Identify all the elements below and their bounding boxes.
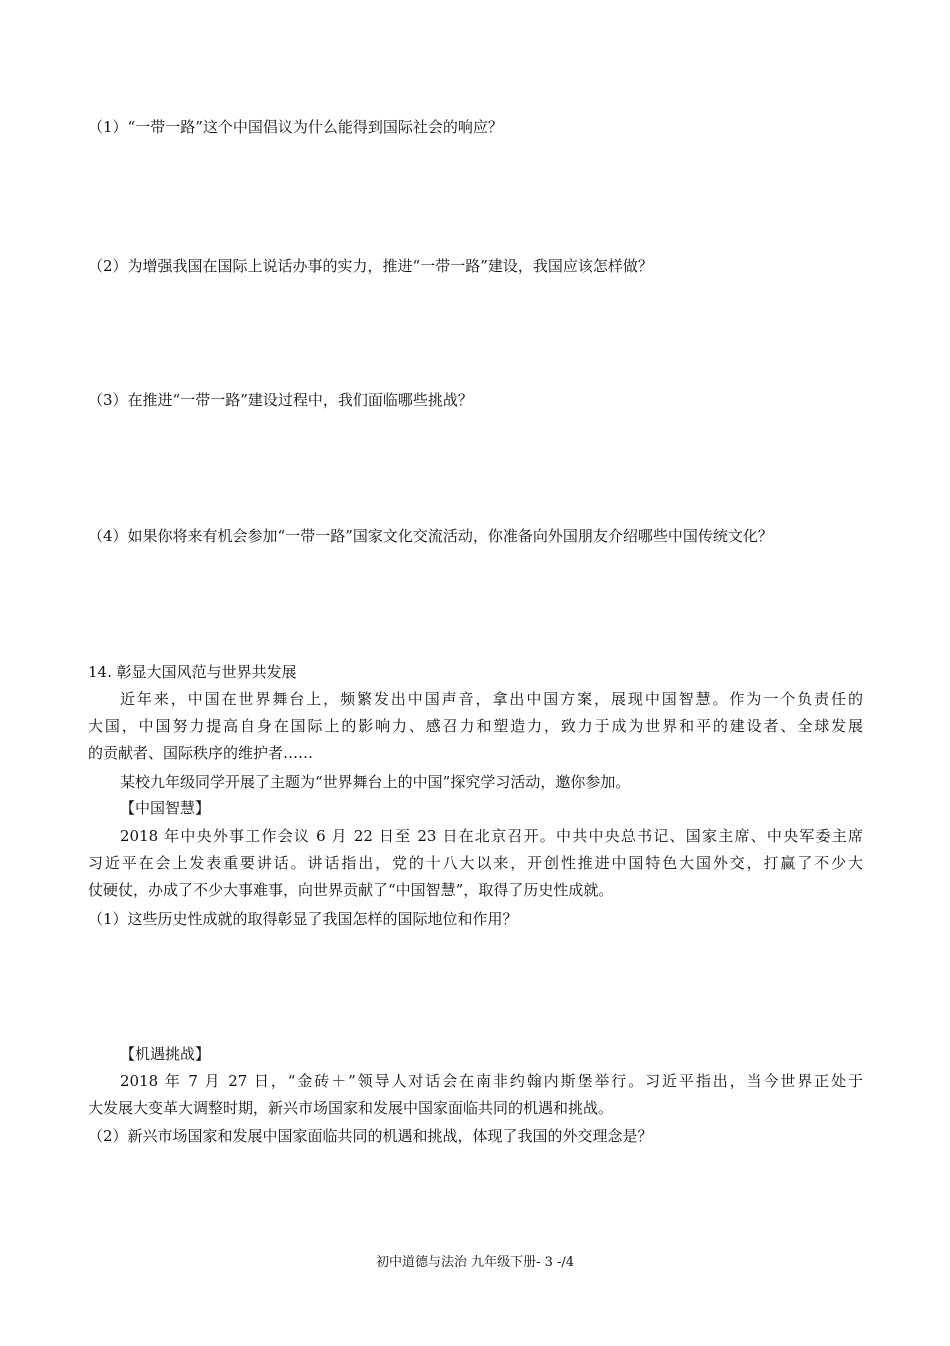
question-14-2: （2）新兴市场国家和发展中国家面临共同的机遇和挑战，体现了我国的外交理念是？: [88, 1127, 653, 1145]
section-heading-opportunity: 【机遇挑战】: [120, 1045, 211, 1063]
activity-text: 某校九年级同学开展了主题为“世界舞台上的中国”探究学习活动，邀你参加。: [120, 773, 631, 791]
question-4: （4）如果你将来有机会参加“一带一路”国家文化交流活动，你准备向外国朋友介绍哪些中国传统文化？: [88, 527, 773, 545]
page-footer: 初中道德与法治 九年级下册- 3 -/4: [375, 1255, 575, 1270]
section-heading-wisdom: 【中国智慧】: [120, 799, 211, 817]
wisdom-line-3: 仗硬仗，办成了不少大事难事，向世界贡献了“中国智慧”，取得了历史性成就。: [88, 881, 614, 899]
question-2: （2）为增强我国在国际上说话办事的实力，推进“一带一路”建设，我国应该怎样做？: [88, 257, 653, 275]
wisdom-line-2: 习近平在会上发表重要讲话。讲话指出，党的十八大以来，开创性推进中国特色大国外交，打赢了不少大: [88, 854, 863, 872]
intro-line-1: 近年来，中国在世界舞台上，频繁发出中国声音，拿出中国方案，展现中国智慧。作为一个负责任的: [120, 690, 863, 708]
intro-line-3: 的贡献者、国际秩序的维护者……: [88, 744, 314, 762]
opportunity-line-1: 2018 年 7 月 27 日，“金砖＋”领导人对话会在南非约翰内斯堡举行。习近平指出，当今世界正处于: [120, 1072, 863, 1090]
question-3: （3）在推进“一带一路”建设过程中，我们面临哪些挑战？: [88, 391, 473, 409]
wisdom-line-1: 2018 年中央外事工作会议 6 月 22 日至 23 日在北京召开。中共中央总书记、国家主席、中央军委主席: [120, 827, 863, 845]
question-14-title: 14. 彰显大国风范与世界共发展: [88, 663, 297, 681]
intro-line-2: 大国，中国努力提高自身在国际上的影响力、感召力和塑造力，致力于成为世界和平的建设者、全球发展: [88, 717, 863, 735]
question-1: （1）“一带一路”这个中国倡议为什么能得到国际社会的响应？: [88, 118, 503, 136]
opportunity-line-2: 大发展大变革大调整时期，新兴市场国家和发展中国家面临共同的机遇和挑战。: [88, 1099, 614, 1117]
question-14-1: （1）这些历史性成就的取得彰显了我国怎样的国际地位和作用？: [88, 910, 518, 928]
